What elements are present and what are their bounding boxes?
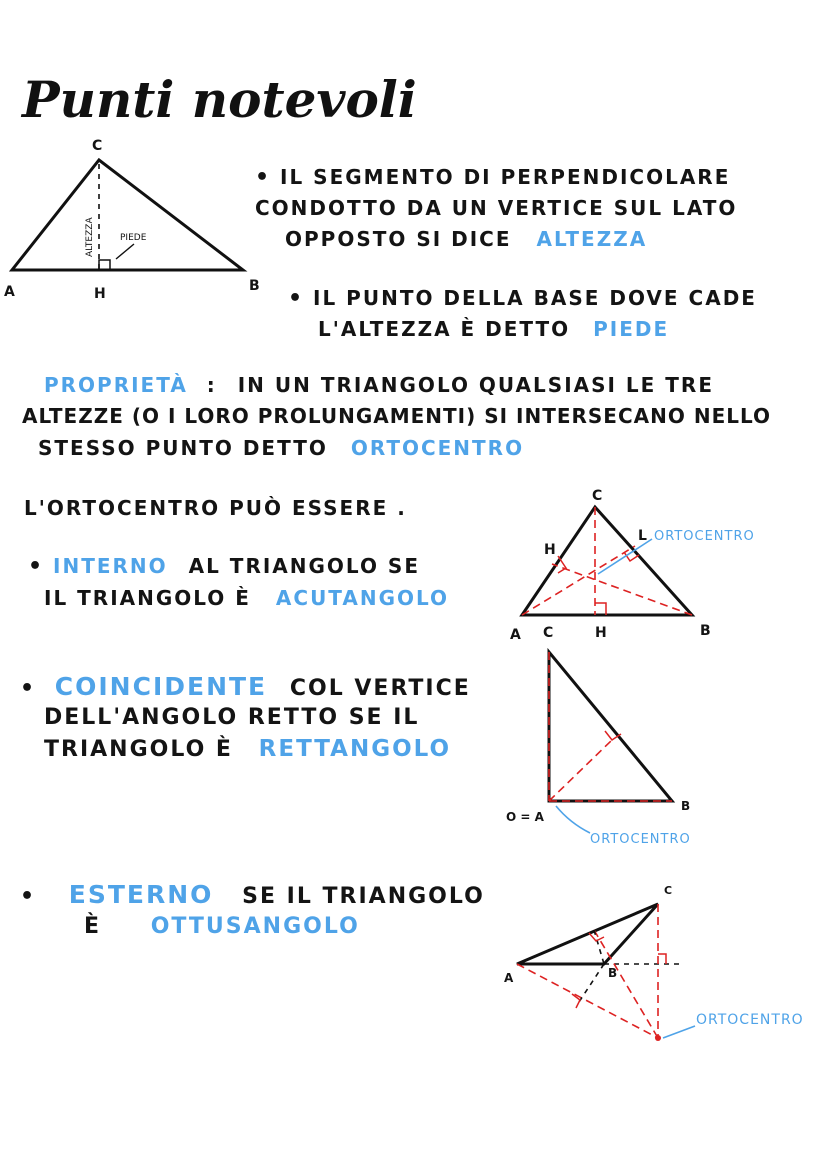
label-c2: C: [543, 625, 554, 641]
label-a: A: [504, 971, 514, 985]
label-altezza: ALTEZZA: [85, 217, 95, 257]
label-c: C: [664, 884, 673, 897]
ortocentro-arrow: [663, 1026, 695, 1038]
altitude-from-a: [522, 546, 635, 615]
altitude-hypotenuse: [549, 739, 613, 801]
def-altezza-line2: CONDOTTO DA UN VERTICE SUL LATO: [255, 196, 738, 220]
figure-right-triangle: [500, 645, 740, 855]
case-coincidente-line2: DELL'ANGOLO RETTO SE IL: [44, 705, 420, 730]
label-b: B: [249, 278, 260, 294]
label-ortocentro: ORTOCENTRO: [590, 832, 691, 847]
figure-altitude-triangle: [0, 130, 280, 305]
def-piede-line1: • IL PUNTO DELLA BASE DOVE CADE: [288, 286, 757, 311]
term-ottusangolo: OTTUSANGOLO: [150, 914, 360, 939]
right-angle-mark-1: [595, 603, 606, 615]
right-angle-mark-2: [558, 556, 566, 573]
piede-pointer: [116, 244, 134, 259]
label-c: C: [592, 488, 603, 504]
ortocentro-point: [655, 1035, 661, 1041]
triangle-abc: [12, 160, 243, 270]
term-ortocentro: ORTOCENTRO: [350, 436, 525, 460]
label-b: B: [681, 799, 691, 813]
def-altezza-line1: • IL SEGMENTO DI PERPENDICOLARE: [255, 165, 731, 190]
property-line3: STESSO PUNTO DETTO ORTOCENTRO: [38, 436, 525, 460]
triangle-right: [549, 652, 672, 801]
figure-obtuse-triangle: [500, 878, 820, 1053]
case-interno-line2: IL TRIANGOLO È ACUTANGOLO: [44, 586, 450, 610]
ortocentro-arrow: [556, 806, 590, 833]
label-oa: O = A: [506, 810, 544, 824]
case-interno-line1: • INTERNO AL TRIANGOLO SE: [28, 554, 420, 579]
term-esterno: ESTERNO: [68, 880, 214, 909]
page-title: Punti notevoli: [22, 70, 417, 129]
term-acutangolo: ACUTANGOLO: [275, 586, 450, 610]
term-coincidente: COINCIDENTE: [54, 672, 268, 701]
case-coincidente-line1: • COINCIDENTE COL VERTICE: [20, 672, 471, 701]
label-h2: H: [595, 625, 607, 641]
property-line2: ALTEZZE (O I LORO PROLUNGAMENTI) SI INTERSECANO NELLO: [22, 404, 772, 428]
def-piede-line2: L'ALTEZZA È DETTO PIEDE: [318, 317, 670, 341]
label-h: H: [94, 286, 106, 302]
term-rettangolo: RETTANGOLO: [258, 736, 452, 762]
label-piede: PIEDE: [120, 233, 147, 243]
label-l: L: [638, 528, 647, 544]
term-proprieta: PROPRIETÀ: [44, 373, 188, 397]
cases-intro: L'ORTOCENTRO PUÒ ESSERE .: [24, 496, 407, 520]
label-ortocentro: ORTOCENTRO: [654, 529, 755, 544]
altitude-from-b: [594, 930, 604, 964]
figure-acute-triangle: [500, 482, 800, 647]
case-esterno-line2: È OTTUSANGOLO: [84, 914, 360, 939]
altitude-a-inner: [577, 964, 604, 1005]
case-esterno-line1: • ESTERNO SE IL TRIANGOLO: [20, 880, 485, 909]
term-piede: PIEDE: [593, 317, 670, 341]
right-angle-mark-2: [658, 954, 666, 964]
ortocentro-arrow: [598, 539, 652, 574]
def-altezza-line3: OPPOSTO SI DICE ALTEZZA: [285, 227, 648, 251]
case-coincidente-line3: TRIANGOLO È RETTANGOLO: [44, 736, 452, 762]
label-ortocentro: ORTOCENTRO: [696, 1012, 804, 1028]
label-a: A: [510, 627, 521, 643]
label-c: C: [92, 138, 103, 154]
label-h1: H: [544, 542, 556, 558]
property-line1: PROPRIETÀ : IN UN TRIANGOLO QUALSIASI LE TRE: [44, 373, 714, 397]
term-altezza: ALTEZZA: [536, 227, 648, 251]
label-b: B: [700, 623, 711, 639]
triangle-obtuse: [517, 904, 658, 964]
label-b: B: [608, 966, 618, 980]
label-a: A: [4, 284, 15, 300]
term-interno: INTERNO: [53, 554, 168, 578]
